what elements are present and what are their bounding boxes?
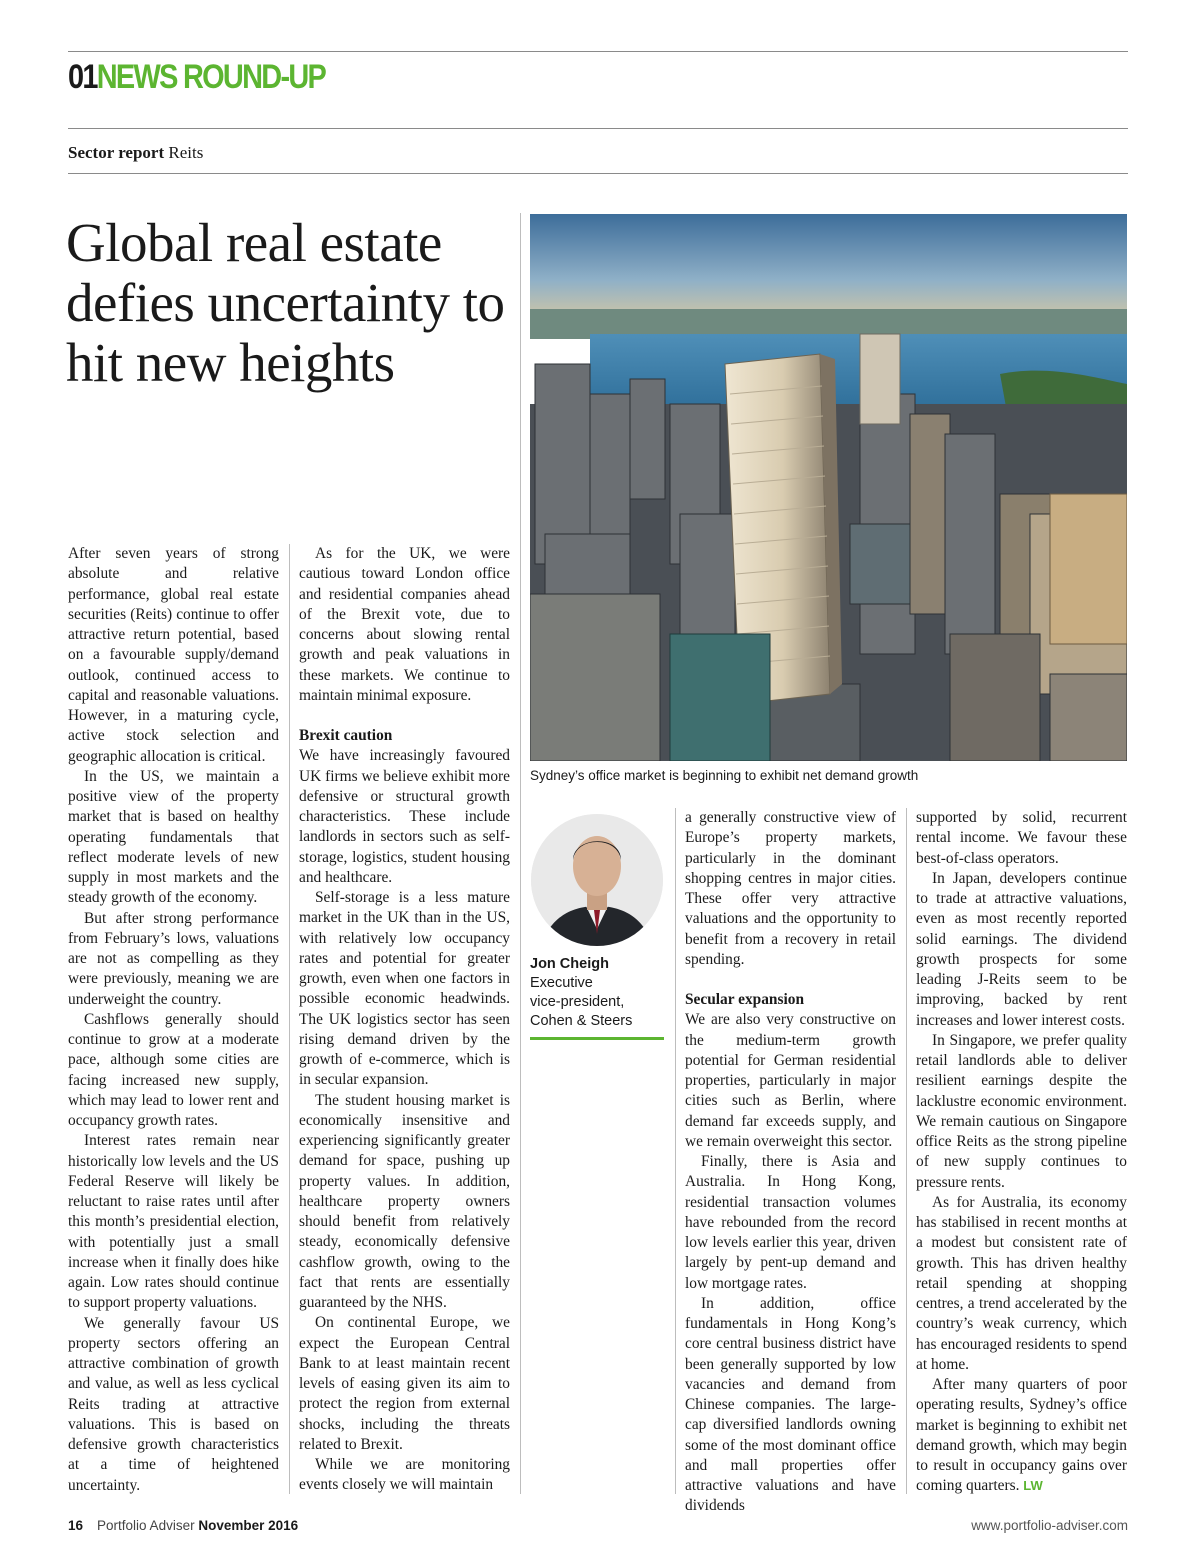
paragraph: We have increasingly favoured UK firms we believe exhibit more defensive or structural growth characteristics. These include landlords in sectors such as self-storage, logistics, student housing and healthcare. bbox=[299, 747, 510, 886]
column-divider bbox=[906, 808, 907, 1494]
paragraph: Self-storage is a less mature market in the UK than in the US, with relatively low occupancy rates and potential for greater growth, even when one factors in possible economic headwinds. The UK logistics sector has seen rising demand driven by the growth of e-commerce, which is in secular expansion. bbox=[299, 889, 510, 1089]
kicker bbox=[68, 143, 203, 163]
paragraph: supported by solid, recurrent rental income. We favour these best-of-class operators. bbox=[916, 809, 1127, 867]
subheading: Brexit caution bbox=[299, 727, 393, 744]
column-divider bbox=[520, 213, 521, 1494]
paragraph: Interest rates remain near historically low levels and the US Federal Reserve will likely be reluctant to raise rates until after this month’s presidential election, with potentially just a small increase when it finally does hike again. Low rates should continue to support property valuations. bbox=[68, 1132, 279, 1312]
bio-accent-rule bbox=[530, 1037, 664, 1040]
publication-name: Portfolio Adviser bbox=[97, 1518, 195, 1533]
author-role-line1: Executive bbox=[530, 975, 593, 991]
column-divider bbox=[289, 544, 290, 1494]
paragraph: In addition, office fundamentals in Hong Kong’s core central business district have been generally supported by low vacancies and demand from Chinese companies. The large-cap diversified landlords owning some of the most dominant office and mall properties offer attractive valuations and have dividends bbox=[685, 1294, 896, 1515]
column-divider bbox=[675, 808, 676, 1494]
section-title: NEWS ROUND-UP bbox=[96, 58, 326, 96]
article-column-1 bbox=[68, 544, 279, 1496]
paragraph: While we are monitoring events closely we will maintain bbox=[299, 1456, 510, 1494]
footer-left bbox=[68, 1518, 298, 1533]
paragraph-text: After many quarters of poor operating results, Sydney’s office market is beginning to exhibit net demand growth, which may begin to result in occupancy gains over coming quarters. bbox=[916, 1376, 1127, 1495]
top-rule bbox=[68, 51, 1128, 52]
author-name: Jon Cheigh bbox=[530, 956, 609, 972]
paragraph: But after strong performance from February’s lows, valuations are not as compelling as they were previously, meaning we are underweight the country. bbox=[68, 909, 279, 1008]
paragraph: The student housing market is economically insensitive and experiencing significantly greater demand for space, pushing up property values. In addition, healthcare property owners should benefit from relatively steady, economically defensive cashflow growth, owing to the fact that rents are essentially guaranteed by the NHS. bbox=[299, 1091, 510, 1311]
article-column-4 bbox=[916, 808, 1127, 1497]
header-rule bbox=[68, 128, 1128, 129]
kicker-rule bbox=[68, 173, 1128, 174]
author-portrait bbox=[531, 814, 663, 946]
paragraph: Finally, there is Asia and Australia. In Hong Kong, residential transaction volumes have rebounded from the record low levels earlier this year, driven largely by pent-up demand and low mortgage rates. bbox=[685, 1153, 896, 1292]
footer-url[interactable]: www.portfolio-adviser.com bbox=[971, 1518, 1128, 1533]
photo-caption: Sydney’s office market is beginning to exhibit net demand growth bbox=[530, 768, 919, 783]
paragraph: As for the UK, we were cautious toward London office and residential companies ahead of the Brexit vote, due to concerns about slowing rental growth and peak valuations in these markets. We continue to maintain minimal exposure. bbox=[299, 545, 510, 704]
article-column-2 bbox=[299, 544, 510, 1496]
paragraph: In the US, we maintain a positive view of the property market that is based on healthy operating fundamentals that reflect moderate levels of new supply in most markets and the steady growth of the economy. bbox=[68, 767, 279, 907]
headline: Global real estate defies uncertainty to hit new heights bbox=[66, 212, 505, 393]
paragraph: After seven years of strong absolute and relative performance, global real estate securities (Reits) continue to offer attractive return potential, based on a favourable supply/demand outlook, continued access to capital and reasonable valuations. However, in a maturing cycle, active stock selection and geographic allocation is critical. bbox=[68, 545, 279, 765]
section-number: 01 bbox=[68, 58, 97, 96]
paragraph bbox=[916, 1375, 1127, 1497]
paragraph: On continental Europe, we expect the European Central Bank to at least maintain recent levels of easing given its aim to protect the region from external shocks, including the threats related to Brexit. bbox=[299, 1314, 510, 1453]
kicker-topic: Reits bbox=[168, 143, 204, 162]
paragraph: Cashflows generally should continue to grow at a moderate pace, although some cities are facing increased new supply, which may lead to lower rent and occupancy growth rates. bbox=[68, 1010, 279, 1129]
city-photo bbox=[530, 214, 1127, 761]
author-company: Cohen & Steers bbox=[530, 1013, 633, 1029]
kicker-section: Sector report bbox=[68, 143, 165, 162]
page-number: 16 bbox=[68, 1518, 84, 1533]
paragraph: As for Australia, its economy has stabilised in recent months at a modest but consistent rate of growth. This has driven healthy retail spending at shopping centres, a trend accelerated by the country’s weak currency, which has encouraged residents to spend at home. bbox=[916, 1193, 1127, 1373]
paragraph: We generally favour US property sectors offering an attractive combination of growth and value, as well as less cyclical Reits trading at attractive valuations. This is based on defensive growth characteristics at a time of heightened uncertainty. bbox=[68, 1314, 279, 1494]
author-signoff: LW bbox=[1023, 1478, 1043, 1494]
author-bio bbox=[530, 955, 632, 1031]
paragraph: a generally constructive view of Europe’s property markets, particularly in the dominant shopping centres in major cities. These offer very attractive valuations and the opportunity to benefit from a recovery in retail spending. bbox=[685, 809, 896, 968]
section-header bbox=[68, 58, 325, 97]
author-role-line2: vice-president, bbox=[530, 994, 625, 1010]
issue-date: November 2016 bbox=[198, 1518, 299, 1533]
subheading: Secular expansion bbox=[685, 991, 805, 1008]
paragraph: We are also very constructive on the medium-term growth potential for German residential properties, particularly in major cities such as Berlin, where demand far exceeds supply, and we remain overweight this sector. bbox=[685, 1011, 896, 1150]
paragraph: In Singapore, we prefer quality retail landlords able to deliver resilient earnings despite the lacklustre economic environment. We remain cautious on Singapore office Reits as the strong pipeline of new supply continues to pressure rents. bbox=[916, 1031, 1127, 1191]
paragraph: In Japan, developers continue to trade at attractive valuations, even as most recently reported solid earnings. The dividend growth prospects for some leading J-Reits seem to be improving, backed by rent increases and lower interest costs. bbox=[916, 869, 1127, 1029]
article-column-3 bbox=[685, 808, 896, 1517]
